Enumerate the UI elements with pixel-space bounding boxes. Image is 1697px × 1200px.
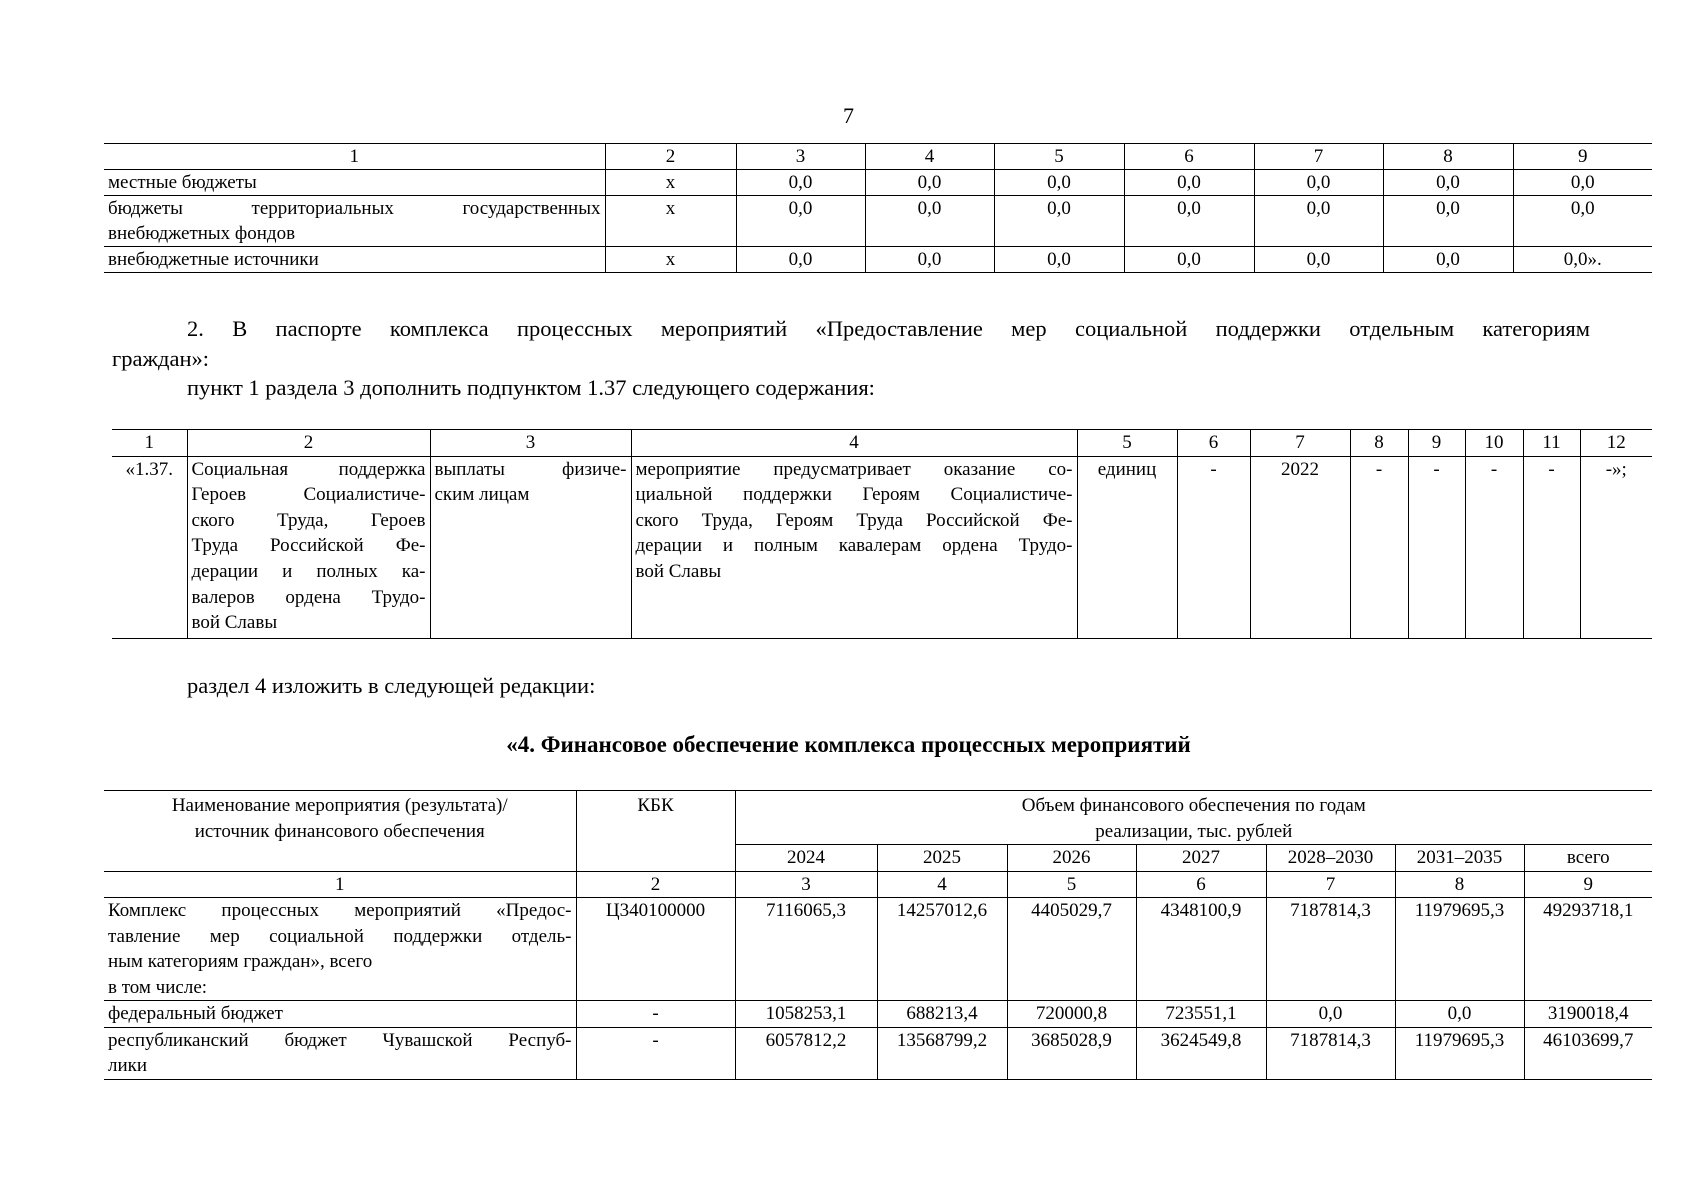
table-column-numbers (104, 871, 1652, 898)
row-cell: 0,0 (1395, 1001, 1524, 1028)
cell-line: ского Труда, Героев (191, 509, 426, 531)
row-cell: - (1350, 456, 1408, 638)
header-year: 2025 (877, 845, 1007, 872)
row-cell: 3685028,9 (1007, 1027, 1136, 1079)
row-cell: 1058253,1 (735, 1001, 877, 1028)
row-cell: - (1177, 456, 1250, 638)
header-volume (735, 791, 1652, 845)
header-line: Объем финансового обеспечения по годам (1021, 795, 1366, 816)
table-row (104, 898, 1652, 1001)
col-number: 6 (1136, 871, 1266, 898)
row-name-line: бюджеты территориальных государственных (108, 198, 601, 219)
row-cell: 3624549,8 (1136, 1027, 1266, 1079)
cell-line: мероприятие предусматривает оказание со- (635, 458, 1073, 480)
col-number: 3 (736, 144, 865, 170)
row-cell: 0,0 (865, 247, 994, 273)
cell-line: ского Труда, Героям Труда Российской Фе- (635, 509, 1073, 531)
row-cell: 0,0 (994, 247, 1124, 273)
table-header-row (112, 430, 1652, 457)
row-cell: 0,0 (1124, 196, 1254, 247)
paragraph-line: 2. В паспорте комплекса процессных мероприятий «Предоставление мер социальной поддержки отдельным категориям (187, 316, 1590, 341)
col-number: 4 (865, 144, 994, 170)
item-description (631, 456, 1077, 638)
cell-line: валеров ордена Трудо- (191, 586, 426, 608)
row-cell: 0,0 (736, 170, 865, 196)
col-number: 8 (1395, 871, 1524, 898)
row-name (104, 1001, 576, 1028)
cell-line: Комплекс процессных мероприятий «Предос- (108, 900, 572, 921)
row-cell: 720000,8 (1007, 1001, 1136, 1028)
row-cell: х (605, 170, 736, 196)
header-year: всего (1524, 845, 1652, 872)
col-number: 3 (430, 430, 631, 457)
row-cell: 0,0 (1254, 247, 1383, 273)
row-cell: - (1523, 456, 1580, 638)
col-number: 7 (1254, 144, 1383, 170)
item-year: 2022 (1250, 456, 1350, 638)
col-number: 2 (605, 144, 736, 170)
col-number: 5 (994, 144, 1124, 170)
col-number: 8 (1383, 144, 1513, 170)
row-kbk: - (576, 1001, 735, 1028)
row-cell: 688213,4 (877, 1001, 1007, 1028)
paragraph-section-instruction: раздел 4 изложить в следующей редакции: (187, 673, 596, 698)
paragraph-instruction: пункт 1 раздела 3 дополнить подпунктом 1.37 следующего содержания: (187, 375, 875, 400)
col-number: 11 (1523, 430, 1580, 457)
row-kbk: - (576, 1027, 735, 1079)
row-cell: 0,0 (1383, 247, 1513, 273)
header-line: источник финансового обеспечения (194, 820, 485, 842)
row-cell: 11979695,3 (1395, 898, 1524, 1001)
row-kbk: Ц340100000 (576, 898, 735, 1001)
row-cell: 0,0 (1254, 170, 1383, 196)
header-year: 2027 (1136, 845, 1266, 872)
cell-line: республиканский бюджет Чувашской Респуб- (108, 1029, 572, 1051)
col-number: 1 (112, 430, 187, 457)
row-cell: 13568799,2 (877, 1027, 1007, 1079)
table-row (112, 456, 1652, 638)
row-cell: 0,0 (1266, 1001, 1395, 1028)
table-header-row (104, 144, 1652, 170)
col-number: 6 (1177, 430, 1250, 457)
row-cell: 4348100,9 (1136, 898, 1266, 1001)
row-cell: 0,0 (1383, 196, 1513, 247)
row-cell: 14257012,6 (877, 898, 1007, 1001)
item-unit: единиц (1077, 456, 1177, 638)
col-number: 9 (1513, 144, 1652, 170)
header-line: реализации, тыс. рублей (1095, 820, 1293, 842)
row-name (104, 1027, 576, 1079)
row-cell: х (605, 196, 736, 247)
row-cell: 723551,1 (1136, 1001, 1266, 1028)
row-cell: 0,0 (736, 196, 865, 247)
row-name (104, 898, 576, 1001)
cell-line: вой Славы (191, 612, 278, 634)
cell-line: федеральный бюджет (108, 1003, 283, 1024)
cell-line: лики (108, 1055, 148, 1076)
col-number: 2 (576, 871, 735, 898)
row-cell: 0,0 (1513, 196, 1652, 247)
col-number: 9 (1524, 871, 1652, 898)
row-cell: 7116065,3 (735, 898, 877, 1001)
col-number: 12 (1580, 430, 1652, 457)
row-cell: 4405029,7 (1007, 898, 1136, 1001)
row-cell: 0,0». (1513, 247, 1652, 273)
row-cell: - (1465, 456, 1523, 638)
cell-line: выплаты физиче- (434, 458, 627, 480)
header-name (104, 791, 576, 872)
col-number: 4 (631, 430, 1077, 457)
cell-line: Социальная поддержка (191, 458, 426, 480)
table-row (104, 196, 1652, 247)
row-cell: 0,0 (1124, 247, 1254, 273)
col-number: 2 (187, 430, 430, 457)
col-number: 1 (104, 144, 605, 170)
cell-line: в том числе: (108, 976, 208, 998)
header-year: 2028–2030 (1266, 845, 1395, 872)
cell-line: ским лицам (434, 484, 530, 506)
cell-line: тавление мер социальной поддержки отдель- (108, 925, 572, 947)
col-number: 7 (1250, 430, 1350, 457)
row-cell: 46103699,7 (1524, 1027, 1652, 1079)
table-row (104, 1027, 1652, 1079)
row-cell: 0,0 (865, 196, 994, 247)
table-row (104, 170, 1652, 196)
cell-line: Героев Социалистиче- (191, 484, 426, 506)
row-cell: - (1408, 456, 1465, 638)
row-cell: 7187814,3 (1266, 1027, 1395, 1079)
col-number: 7 (1266, 871, 1395, 898)
subitem-table (112, 429, 1652, 639)
col-number: 8 (1350, 430, 1408, 457)
row-cell: 49293718,1 (1524, 898, 1652, 1001)
header-kbk: КБК (576, 791, 735, 872)
budget-sources-table (104, 143, 1652, 273)
row-name-line: внебюджетных фондов (108, 223, 296, 244)
header-year: 2024 (735, 845, 877, 872)
paragraph-amendment (112, 314, 1590, 374)
row-cell: 0,0 (994, 196, 1124, 247)
header-year: 2031–2035 (1395, 845, 1524, 872)
section-title: «4. Финансовое обеспечение комплекса процессных мероприятий (506, 732, 1191, 757)
col-number: 5 (1007, 871, 1136, 898)
row-name: внебюджетные источники (104, 247, 605, 273)
col-number: 1 (104, 871, 576, 898)
cell-line: циальной поддержки Героям Социалистиче- (635, 484, 1073, 506)
paragraph-line: граждан»: (112, 346, 209, 371)
item-name (187, 456, 430, 638)
item-type (430, 456, 631, 638)
col-number: 6 (1124, 144, 1254, 170)
cell-line: дерации и полных ка- (191, 560, 426, 582)
item-number: «1.37. (112, 456, 187, 638)
cell-line: дерации и полным кавалерам ордена Трудо- (635, 535, 1073, 557)
cell-line: Труда Российской Фе- (191, 535, 426, 557)
col-number: 4 (877, 871, 1007, 898)
col-number: 9 (1408, 430, 1465, 457)
row-cell: 0,0 (865, 170, 994, 196)
financing-table (104, 790, 1652, 1080)
row-cell: 3190018,4 (1524, 1001, 1652, 1028)
col-number: 10 (1465, 430, 1523, 457)
row-cell: 0,0 (1513, 170, 1652, 196)
row-cell: 11979695,3 (1395, 1027, 1524, 1079)
row-cell: 0,0 (994, 170, 1124, 196)
header-line: Наименование мероприятия (результата)/ (171, 795, 508, 816)
col-number: 3 (735, 871, 877, 898)
table-row (104, 247, 1652, 273)
row-cell: 6057812,2 (735, 1027, 877, 1079)
row-cell: 0,0 (1124, 170, 1254, 196)
page-number: 7 (843, 103, 854, 128)
row-cell: 0,0 (1254, 196, 1383, 247)
cell-line: ным категориям граждан», всего (108, 951, 373, 972)
row-cell: -»; (1580, 456, 1652, 638)
row-name: местные бюджеты (104, 170, 605, 196)
col-number: 5 (1077, 430, 1177, 457)
header-year: 2026 (1007, 845, 1136, 872)
row-cell: 0,0 (1383, 170, 1513, 196)
row-cell: 7187814,3 (1266, 898, 1395, 1001)
table-header-row (104, 791, 1652, 845)
row-name (104, 196, 605, 247)
table-row (104, 1001, 1652, 1028)
row-cell: 0,0 (736, 247, 865, 273)
row-cell: х (605, 247, 736, 273)
cell-line: вой Славы (635, 560, 722, 582)
